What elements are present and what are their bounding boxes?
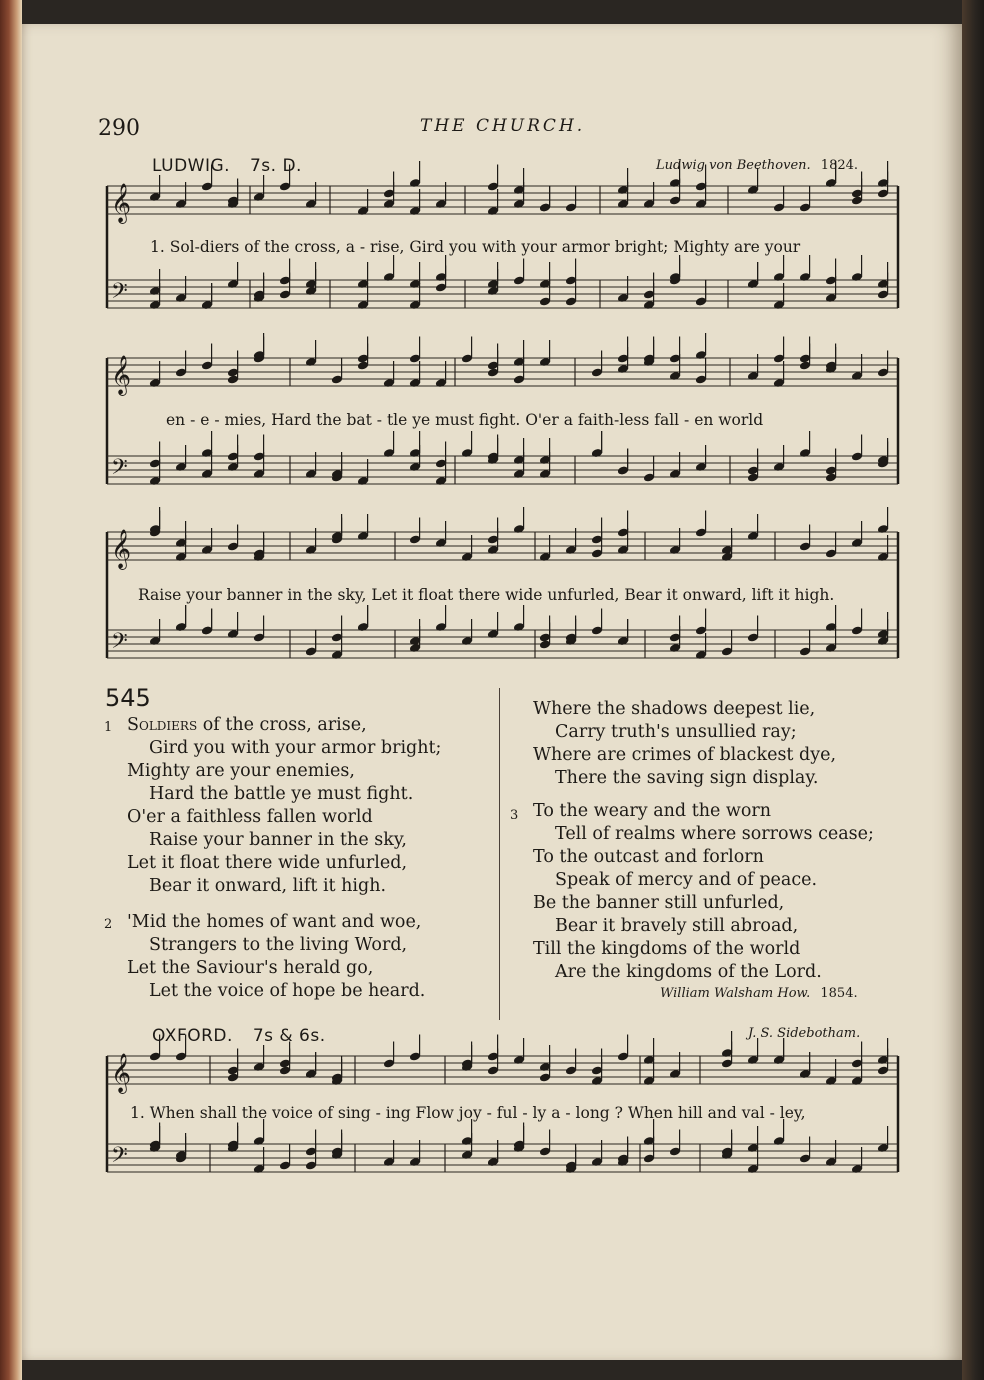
verse-line: Strangers to the living Word, <box>149 935 408 955</box>
verse-line: Bear it onward, lift it high. <box>149 876 387 896</box>
verse-line: Speak of mercy and of peace. <box>555 870 818 890</box>
bass-clef-icon: 𝄢 <box>111 629 128 659</box>
composer-year: 1824. <box>820 158 859 173</box>
verse-line: Mighty are your enemies, <box>127 761 355 781</box>
verse-line: Let the Saviour's herald go, <box>127 958 374 978</box>
tune-title: OXFORD. <box>152 1026 233 1046</box>
verse-number: 2 <box>104 917 113 932</box>
hymn-number: 545 <box>105 684 151 712</box>
running-head: THE CHURCH. <box>420 116 586 136</box>
lyric-line: 1. When shall the voice of sing - ing Flow joy - ful - ly a - long ? When hill and val - ley, <box>130 1104 806 1122</box>
author-year: 1854. <box>820 986 858 1001</box>
verse-number: 1 <box>104 720 113 735</box>
treble-clef-icon: 𝄞 <box>111 355 132 395</box>
composer-credit: J. S. Sidebotham. <box>748 1026 861 1041</box>
tune-title: LUDWIG. <box>152 156 231 176</box>
verse-line: Soldiers of the cross, arise, <box>127 715 367 735</box>
verse-line: Where are crimes of blackest dye, <box>533 745 837 765</box>
bass-clef-icon: 𝄢 <box>111 279 128 309</box>
verse-line: Bear it bravely still abroad, <box>555 916 799 936</box>
lyric-line: en - e - mies, Hard the bat - tle ye must fight. O'er a faith-less fall - en world <box>166 411 764 429</box>
verse-line: O'er a faithless fallen world <box>127 807 373 827</box>
lyric-line: 1. Sol-diers of the cross, a - rise, Gird you with your armor bright; Mighty are your <box>150 238 801 256</box>
composer-name: Ludwig von Beethoven. <box>656 158 811 173</box>
treble-clef-icon: 𝄞 <box>111 529 132 569</box>
verse-line: Raise your banner in the sky, <box>149 830 407 850</box>
verse-line: Hard the battle ye must fight. <box>149 784 414 804</box>
verse-line: Are the kingdoms of the Lord. <box>555 962 822 982</box>
music-system <box>107 1031 898 1174</box>
treble-staff <box>107 1031 898 1086</box>
tune-meter: 7s & 6s. <box>252 1026 326 1046</box>
verse-number: 3 <box>510 808 519 823</box>
treble-clef-icon: 𝄞 <box>111 1053 132 1093</box>
treble-clef-icon: 𝄞 <box>111 183 132 223</box>
verse-line: There the saving sign display. <box>555 768 819 788</box>
bass-clef-icon: 𝄢 <box>111 455 128 485</box>
verse-line: Till the kingdoms of the world <box>533 939 801 959</box>
verse-first-word: Soldiers <box>127 715 198 735</box>
tune-meter: 7s. D. <box>249 156 302 176</box>
author-name: William Walsham How. <box>660 986 811 1001</box>
verse-line: 'Mid the homes of want and woe, <box>127 912 422 932</box>
verse-line: Tell of realms where sorrows cease; <box>555 824 874 844</box>
verse-line: Let it float there wide unfurled, <box>127 853 408 873</box>
bass-clef-icon: 𝄢 <box>111 1143 128 1173</box>
verse-line: To the weary and the worn <box>533 801 772 821</box>
lyric-line: Raise your banner in the sky, Let it float there wide unfurled, Bear it onward, lift it high. <box>138 586 835 604</box>
verse-line: To the outcast and forlorn <box>533 847 764 867</box>
verse-line: Gird you with your armor bright; <box>149 738 442 758</box>
verse-line: Where the shadows deepest lie, <box>533 699 816 719</box>
bass-staff <box>107 1119 898 1174</box>
page-number: 290 <box>98 116 140 141</box>
verse-line: Be the banner still unfurled, <box>533 893 785 913</box>
verse-line: Carry truth's unsullied ray; <box>555 722 797 742</box>
verse-line: Let the voice of hope be heard. <box>149 981 426 1001</box>
